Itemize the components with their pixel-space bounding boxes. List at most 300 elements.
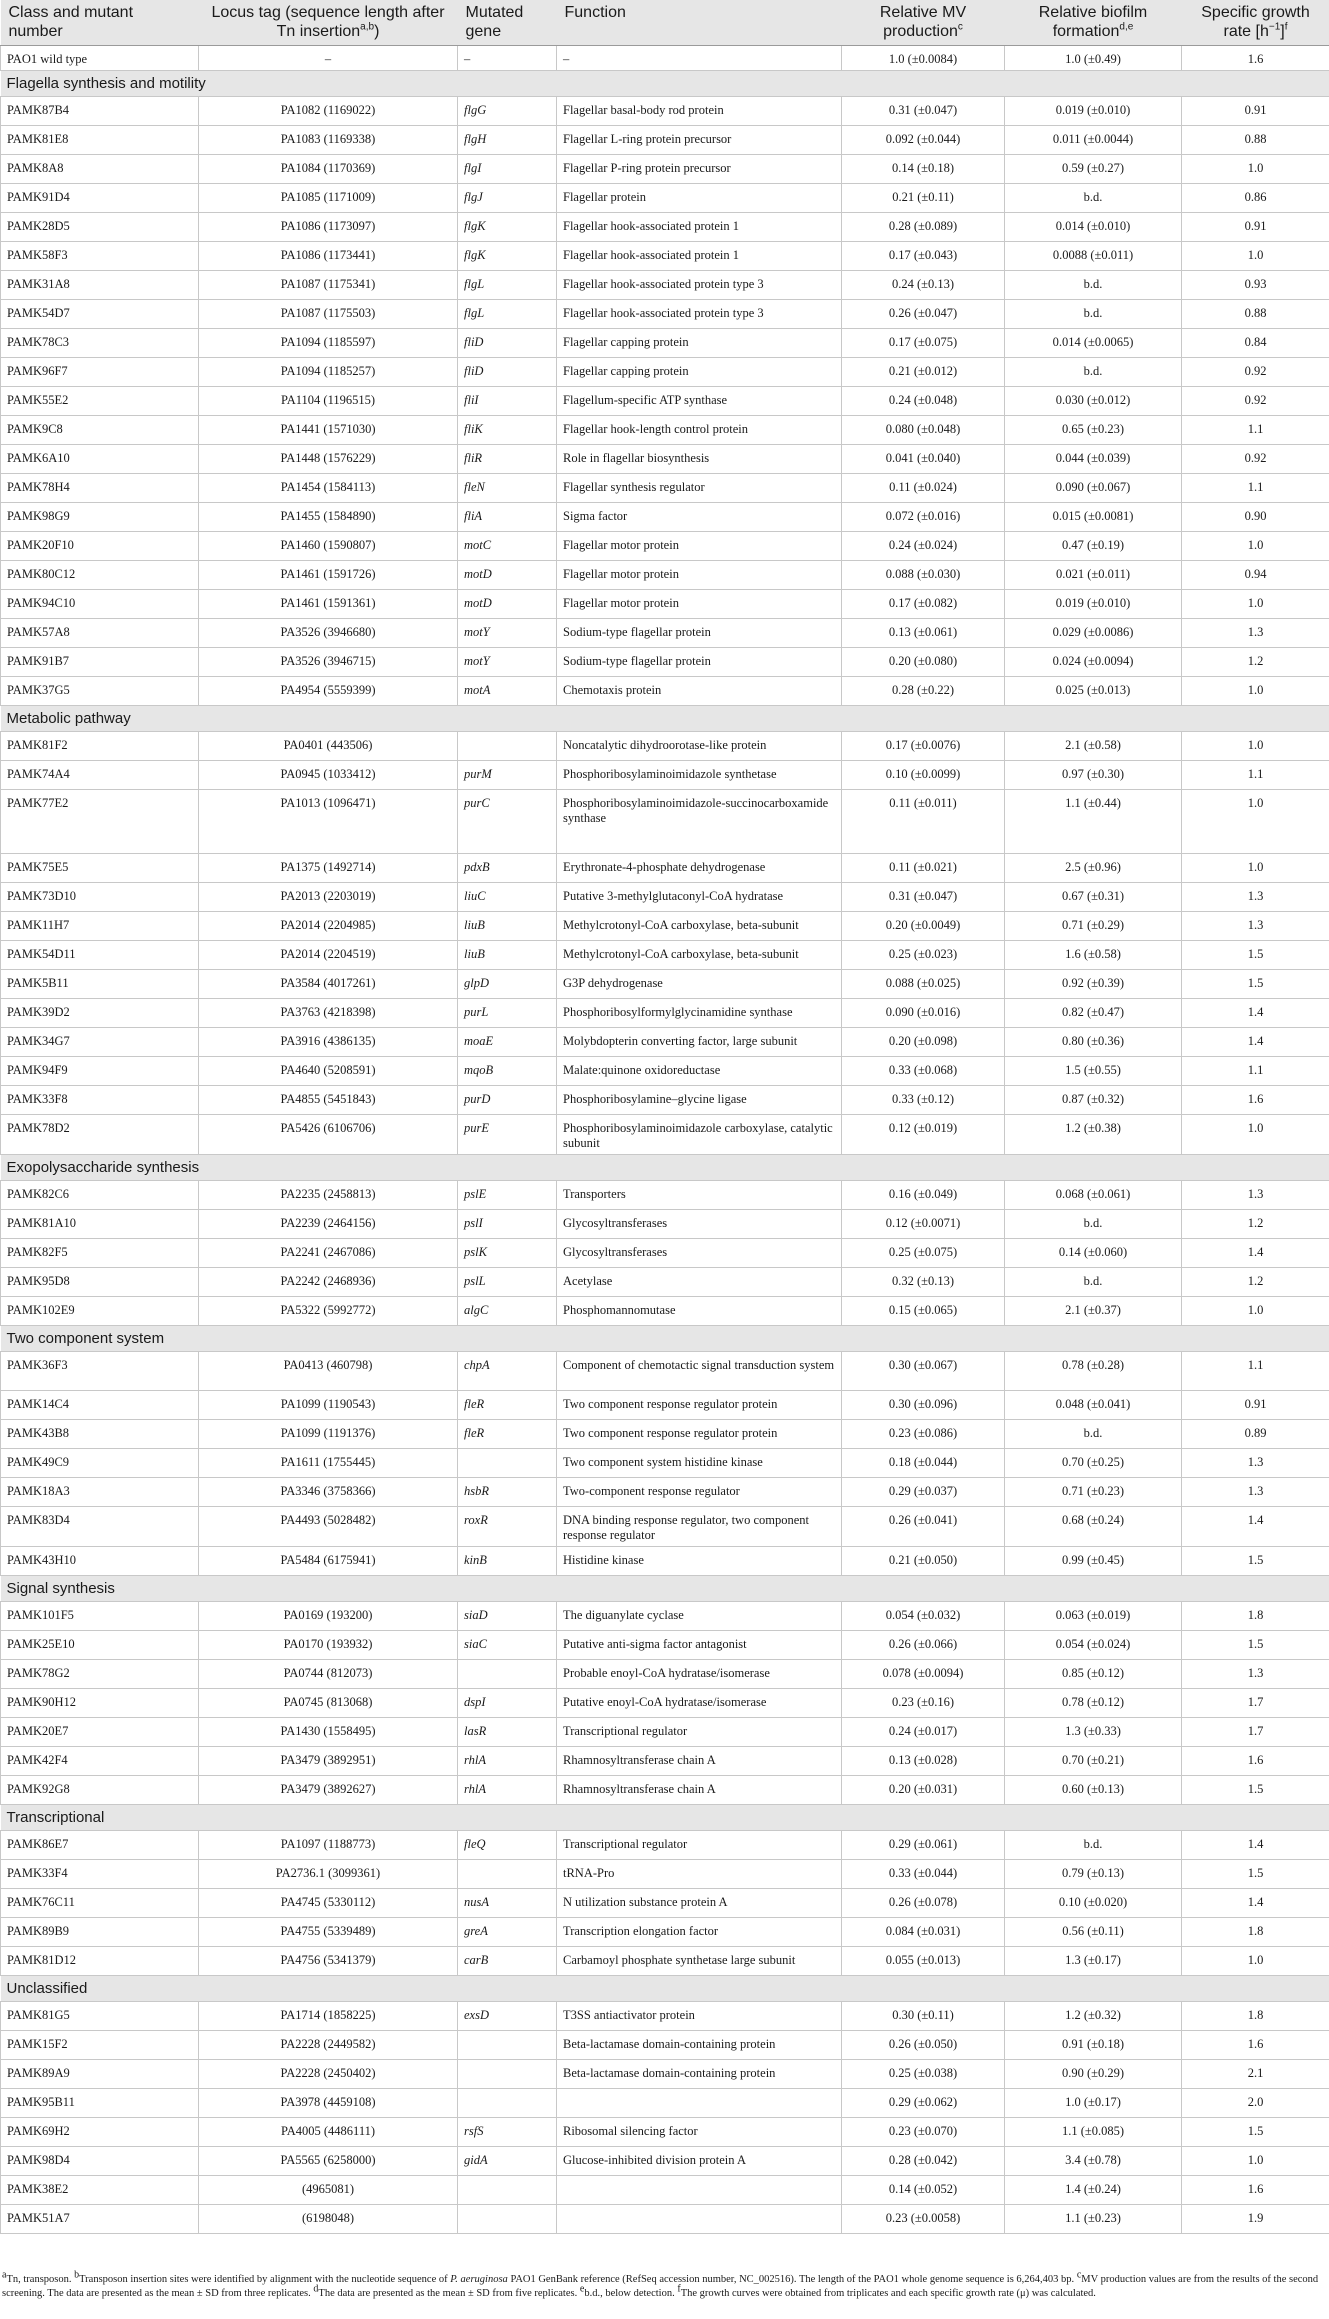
cell-gene: purE: [458, 1114, 557, 1154]
cell-gene: moaE: [458, 1027, 557, 1056]
cell-gene: lasR: [458, 1717, 557, 1746]
cell-biofilm: 0.82 (±0.47): [1005, 998, 1182, 1027]
cell-gene: purD: [458, 1085, 557, 1114]
table-row: [1, 2001, 1329, 2030]
cell-function: Flagellar hook-associated protein type 3: [557, 270, 842, 299]
cell-locus: PA5565 (6258000): [199, 2146, 458, 2175]
cell-growth: 1.8: [1182, 1601, 1329, 1630]
cell-biofilm: 1.0 (±0.49): [1005, 45, 1182, 70]
cell-biofilm: 1.2 (±0.38): [1005, 1114, 1182, 1154]
cell-locus: PA3526 (3946680): [199, 618, 458, 647]
cell-growth: 0.88: [1182, 299, 1329, 328]
cell-growth: 1.2: [1182, 1209, 1329, 1238]
cell-mv: 0.21 (±0.11): [842, 183, 1005, 212]
cell-gene: glpD: [458, 969, 557, 998]
cell-mv: 1.0 (±0.0084): [842, 45, 1005, 70]
section-title: Transcriptional: [1, 1804, 1329, 1830]
cell-function: tRNA-Pro: [557, 1859, 842, 1888]
cell-biofilm: b.d.: [1005, 1419, 1182, 1448]
header-function: Function: [557, 0, 842, 45]
cell-biofilm: 0.68 (±0.24): [1005, 1506, 1182, 1546]
cell-growth: 1.0: [1182, 589, 1329, 618]
cell-mutant: PAMK49C9: [1, 1448, 199, 1477]
cell-mv: 0.15 (±0.065): [842, 1296, 1005, 1325]
table-row: [1, 1448, 1329, 1477]
table-row: [1, 647, 1329, 676]
cell-gene: pslK: [458, 1238, 557, 1267]
cell-gene: kinB: [458, 1546, 557, 1575]
cell-growth: 1.1: [1182, 760, 1329, 789]
cell-growth: 1.5: [1182, 2117, 1329, 2146]
cell-locus: PA1085 (1171009): [199, 183, 458, 212]
cell-growth: 1.6: [1182, 1085, 1329, 1114]
cell-function: G3P dehydrogenase: [557, 969, 842, 998]
cell-biofilm: 0.048 (±0.041): [1005, 1390, 1182, 1419]
cell-growth: 0.94: [1182, 560, 1329, 589]
cell-biofilm: 0.015 (±0.0081): [1005, 502, 1182, 531]
cell-function: Methylcrotonyl-CoA carboxylase, beta-subunit: [557, 911, 842, 940]
cell-growth: 1.6: [1182, 45, 1329, 70]
cell-biofilm: 0.47 (±0.19): [1005, 531, 1182, 560]
table-row: [1, 731, 1329, 760]
section-header-row: [1, 705, 1329, 731]
cell-mv: 0.084 (±0.031): [842, 1917, 1005, 1946]
cell-gene: siaD: [458, 1601, 557, 1630]
footnote-text: Tn, transposon.: [6, 2274, 75, 2285]
cell-mv: 0.17 (±0.0076): [842, 731, 1005, 760]
cell-locus: PA3978 (4459108): [199, 2088, 458, 2117]
cell-gene: fliI: [458, 386, 557, 415]
header-class: Class and mutant number: [1, 0, 199, 45]
cell-growth: 0.91: [1182, 1390, 1329, 1419]
cell-mutant: PAMK95D8: [1, 1267, 199, 1296]
table-row: [1, 96, 1329, 125]
cell-growth: 0.91: [1182, 212, 1329, 241]
table-row: [1, 299, 1329, 328]
cell-mutant: PAMK55E2: [1, 386, 199, 415]
cell-gene: [458, 2059, 557, 2088]
cell-mutant: PAMK73D10: [1, 882, 199, 911]
cell-growth: 1.3: [1182, 1448, 1329, 1477]
cell-locus: PA2228 (2449582): [199, 2030, 458, 2059]
header-mv: Relative MV production$^c$: [842, 0, 1005, 45]
cell-mutant: PAMK76C11: [1, 1888, 199, 1917]
cell-biofilm: 0.063 (±0.019): [1005, 1601, 1182, 1630]
cell-growth: 1.0: [1182, 789, 1329, 853]
cell-mv: 0.13 (±0.061): [842, 618, 1005, 647]
table-row: [1, 1659, 1329, 1688]
cell-function: Erythronate-4-phosphate dehydrogenase: [557, 853, 842, 882]
cell-biofilm: b.d.: [1005, 183, 1182, 212]
cell-locus: PA5322 (5992772): [199, 1296, 458, 1325]
cell-mutant: PAMK33F8: [1, 1085, 199, 1114]
table-row: [1, 969, 1329, 998]
cell-gene: fliR: [458, 444, 557, 473]
cell-function: Flagellar P-ring protein precursor: [557, 154, 842, 183]
cell-growth: 1.4: [1182, 1888, 1329, 1917]
cell-locus: PA1086 (1173441): [199, 241, 458, 270]
cell-mv: 0.20 (±0.031): [842, 1775, 1005, 1804]
cell-locus: PA1104 (1196515): [199, 386, 458, 415]
cell-gene: –: [458, 45, 557, 70]
cell-locus: PA2242 (2468936): [199, 1267, 458, 1296]
cell-mv: 0.11 (±0.021): [842, 853, 1005, 882]
cell-growth: 0.92: [1182, 386, 1329, 415]
cell-growth: 1.5: [1182, 1859, 1329, 1888]
cell-gene: gidA: [458, 2146, 557, 2175]
footnote-text: PAO1 GenBank reference (RefSeq accession number, NC_002516). The length of the PAO1 whole genome sequence is 6,264,403 bp.: [507, 2274, 1077, 2285]
cell-mutant: PAMK78H4: [1, 473, 199, 502]
cell-locus: PA1082 (1169022): [199, 96, 458, 125]
cell-mv: 0.14 (±0.18): [842, 154, 1005, 183]
cell-growth: 0.91: [1182, 96, 1329, 125]
cell-locus: PA3584 (4017261): [199, 969, 458, 998]
cell-locus: PA1086 (1173097): [199, 212, 458, 241]
table-row: [1, 1775, 1329, 1804]
cell-function: Histidine kinase: [557, 1546, 842, 1575]
footnote-text: Transposon insertion sites were identified by alignment with the nucleotide sequence of: [79, 2274, 451, 2285]
cell-growth: 1.0: [1182, 154, 1329, 183]
cell-biofilm: b.d.: [1005, 299, 1182, 328]
cell-function: Glycosyltransferases: [557, 1238, 842, 1267]
cell-mutant: PAMK15F2: [1, 2030, 199, 2059]
table-row: [1, 212, 1329, 241]
cell-function: Two component response regulator protein: [557, 1390, 842, 1419]
cell-growth: 1.5: [1182, 1775, 1329, 1804]
cell-growth: 1.0: [1182, 241, 1329, 270]
cell-biofilm: 0.80 (±0.36): [1005, 1027, 1182, 1056]
cell-growth: 1.9: [1182, 2204, 1329, 2233]
table-row-wild-type: [1, 45, 1329, 70]
cell-mv: 0.11 (±0.011): [842, 789, 1005, 853]
cell-mutant: PAMK95B11: [1, 2088, 199, 2117]
cell-biofilm: 0.014 (±0.010): [1005, 212, 1182, 241]
cell-mv: 0.24 (±0.024): [842, 531, 1005, 560]
cell-locus: PA4493 (5028482): [199, 1506, 458, 1546]
cell-locus: PA2239 (2464156): [199, 1209, 458, 1238]
cell-growth: 1.3: [1182, 1659, 1329, 1688]
cell-biofilm: 0.10 (±0.020): [1005, 1888, 1182, 1917]
cell-locus: PA3763 (4218398): [199, 998, 458, 1027]
cell-mutant: PAMK81D12: [1, 1946, 199, 1975]
cell-biofilm: 0.021 (±0.011): [1005, 560, 1182, 589]
cell-biofilm: 0.030 (±0.012): [1005, 386, 1182, 415]
footnote-marker: b: [74, 2269, 80, 2281]
cell-locus: PA1084 (1170369): [199, 154, 458, 183]
footnote-text: P. aeruginosa: [450, 2274, 508, 2285]
cell-biofilm: 0.90 (±0.29): [1005, 2059, 1182, 2088]
table-row: [1, 882, 1329, 911]
cell-mutant: PAMK36F3: [1, 1351, 199, 1390]
cell-gene: [458, 2204, 557, 2233]
table-row: [1, 444, 1329, 473]
cell-growth: 1.7: [1182, 1688, 1329, 1717]
cell-mutant: PAMK87B4: [1, 96, 199, 125]
cell-mv: 0.12 (±0.019): [842, 1114, 1005, 1154]
cell-biofilm: 0.054 (±0.024): [1005, 1630, 1182, 1659]
cell-mutant: PAMK6A10: [1, 444, 199, 473]
cell-biofilm: 0.024 (±0.0094): [1005, 647, 1182, 676]
cell-mutant: PAMK54D7: [1, 299, 199, 328]
cell-biofilm: b.d.: [1005, 1267, 1182, 1296]
cell-biofilm: 0.068 (±0.061): [1005, 1180, 1182, 1209]
cell-locus: PA1611 (1755445): [199, 1448, 458, 1477]
cell-function: Flagellar protein: [557, 183, 842, 212]
cell-biofilm: 2.1 (±0.58): [1005, 731, 1182, 760]
cell-mv: 0.33 (±0.044): [842, 1859, 1005, 1888]
cell-biofilm: 0.014 (±0.0065): [1005, 328, 1182, 357]
cell-function: Carbamoyl phosphate synthetase large subunit: [557, 1946, 842, 1975]
cell-mutant: PAMK8A8: [1, 154, 199, 183]
cell-locus: PA2235 (2458813): [199, 1180, 458, 1209]
cell-gene: fleN: [458, 473, 557, 502]
cell-function: Malate:quinone oxidoreductase: [557, 1056, 842, 1085]
cell-function: Rhamnosyltransferase chain A: [557, 1775, 842, 1804]
cell-locus: PA1460 (1590807): [199, 531, 458, 560]
cell-gene: fliD: [458, 357, 557, 386]
cell-mv: 0.055 (±0.013): [842, 1946, 1005, 1975]
cell-growth: 1.4: [1182, 1506, 1329, 1546]
cell-mutant: PAMK69H2: [1, 2117, 199, 2146]
cell-function: Rhamnosyltransferase chain A: [557, 1746, 842, 1775]
cell-biofilm: 0.87 (±0.32): [1005, 1085, 1182, 1114]
table-row: [1, 357, 1329, 386]
cell-growth: 1.5: [1182, 940, 1329, 969]
cell-gene: [458, 2088, 557, 2117]
cell-function: Two component response regulator protein: [557, 1419, 842, 1448]
cell-locus: PA3346 (3758366): [199, 1477, 458, 1506]
cell-mv: 0.17 (±0.043): [842, 241, 1005, 270]
table-row: [1, 386, 1329, 415]
cell-biofilm: 0.029 (±0.0086): [1005, 618, 1182, 647]
cell-biofilm: 1.3 (±0.33): [1005, 1717, 1182, 1746]
cell-biofilm: 0.090 (±0.067): [1005, 473, 1182, 502]
cell-mv: 0.23 (±0.0058): [842, 2204, 1005, 2233]
cell-mutant: PAMK34G7: [1, 1027, 199, 1056]
cell-mutant: PAMK37G5: [1, 676, 199, 705]
cell-gene: flgH: [458, 125, 557, 154]
cell-function: Transcriptional regulator: [557, 1830, 842, 1859]
section-title: Two component system: [1, 1325, 1329, 1351]
table-footnotes: [0, 2269, 1325, 2301]
cell-function: Phosphoribosylformylglycinamidine synthase: [557, 998, 842, 1027]
cell-mutant: PAMK75E5: [1, 853, 199, 882]
cell-biofilm: 1.5 (±0.55): [1005, 1056, 1182, 1085]
cell-biofilm: 0.59 (±0.27): [1005, 154, 1182, 183]
table-row: [1, 270, 1329, 299]
cell-mv: 0.26 (±0.078): [842, 1888, 1005, 1917]
cell-locus: PA1375 (1492714): [199, 853, 458, 882]
cell-locus: PA2241 (2467086): [199, 1238, 458, 1267]
footnote-text: MV production values are from the results of the second screening. The data are presented as the mean ± SD from three replicates.: [2, 2274, 1319, 2299]
section-header-row: [1, 1154, 1329, 1180]
cell-function: [557, 2204, 842, 2233]
cell-mutant: PAMK98G9: [1, 502, 199, 531]
cell-locus: PA2013 (2203019): [199, 882, 458, 911]
cell-gene: rhlA: [458, 1746, 557, 1775]
cell-mutant: PAMK18A3: [1, 1477, 199, 1506]
cell-locus: PA1087 (1175503): [199, 299, 458, 328]
table-row: [1, 473, 1329, 502]
cell-locus: PA4855 (5451843): [199, 1085, 458, 1114]
cell-mutant: PAMK94C10: [1, 589, 199, 618]
footnote-text: b.d., below detection.: [584, 2288, 678, 2299]
cell-gene: liuB: [458, 940, 557, 969]
cell-biofilm: 0.71 (±0.29): [1005, 911, 1182, 940]
table-row: [1, 1390, 1329, 1419]
table-row: [1, 2204, 1329, 2233]
cell-function: Transcriptional regulator: [557, 1717, 842, 1746]
cell-locus: PA1099 (1191376): [199, 1419, 458, 1448]
cell-biofilm: 0.67 (±0.31): [1005, 882, 1182, 911]
cell-growth: 0.88: [1182, 125, 1329, 154]
cell-mutant: PAMK91D4: [1, 183, 199, 212]
cell-gene: [458, 1859, 557, 1888]
cell-locus: PA0169 (193200): [199, 1601, 458, 1630]
cell-locus: PA3479 (3892627): [199, 1775, 458, 1804]
cell-gene: chpA: [458, 1351, 557, 1390]
cell-mv: 0.26 (±0.066): [842, 1630, 1005, 1659]
footnote-marker: f: [677, 2283, 681, 2295]
cell-mutant: PAMK78D2: [1, 1114, 199, 1154]
cell-gene: motD: [458, 589, 557, 618]
cell-growth: 1.3: [1182, 618, 1329, 647]
cell-growth: 1.6: [1182, 2030, 1329, 2059]
cell-gene: [458, 2030, 557, 2059]
table-row: [1, 125, 1329, 154]
table-row: [1, 328, 1329, 357]
cell-locus: PA4755 (5339489): [199, 1917, 458, 1946]
cell-growth: 1.0: [1182, 2146, 1329, 2175]
cell-locus: PA0413 (460798): [199, 1351, 458, 1390]
cell-mv: 0.31 (±0.047): [842, 882, 1005, 911]
section-header-row: [1, 1575, 1329, 1601]
cell-mv: 0.20 (±0.080): [842, 647, 1005, 676]
cell-mv: 0.072 (±0.016): [842, 502, 1005, 531]
cell-gene: purC: [458, 789, 557, 853]
cell-biofilm: b.d.: [1005, 270, 1182, 299]
cell-growth: 1.6: [1182, 1746, 1329, 1775]
cell-locus: PA1448 (1576229): [199, 444, 458, 473]
cell-biofilm: 1.2 (±0.32): [1005, 2001, 1182, 2030]
cell-function: Methylcrotonyl-CoA carboxylase, beta-subunit: [557, 940, 842, 969]
cell-function: Ribosomal silencing factor: [557, 2117, 842, 2146]
section-title: Flagella synthesis and motility: [1, 70, 1329, 96]
cell-locus: (4965081): [199, 2175, 458, 2204]
cell-mv: 0.29 (±0.037): [842, 1477, 1005, 1506]
cell-gene: motC: [458, 531, 557, 560]
section-title: Metabolic pathway: [1, 705, 1329, 731]
cell-gene: mqoB: [458, 1056, 557, 1085]
cell-gene: fliD: [458, 328, 557, 357]
cell-biofilm: 1.6 (±0.58): [1005, 940, 1182, 969]
cell-function: Flagellar motor protein: [557, 589, 842, 618]
cell-gene: flgK: [458, 212, 557, 241]
cell-mutant: PAMK89A9: [1, 2059, 199, 2088]
cell-mv: 0.088 (±0.030): [842, 560, 1005, 589]
cell-locus: PA3526 (3946715): [199, 647, 458, 676]
table-row: [1, 1917, 1329, 1946]
cell-mv: 0.10 (±0.0099): [842, 760, 1005, 789]
cell-gene: liuB: [458, 911, 557, 940]
cell-function: Beta-lactamase domain-containing protein: [557, 2030, 842, 2059]
cell-biofilm: 0.14 (±0.060): [1005, 1238, 1182, 1267]
cell-biofilm: 0.97 (±0.30): [1005, 760, 1182, 789]
cell-biofilm: 1.1 (±0.23): [1005, 2204, 1182, 2233]
cell-mv: 0.18 (±0.044): [842, 1448, 1005, 1477]
cell-mv: 0.088 (±0.025): [842, 969, 1005, 998]
cell-mv: 0.28 (±0.22): [842, 676, 1005, 705]
cell-function: Flagellar motor protein: [557, 531, 842, 560]
table-row: [1, 2088, 1329, 2117]
cell-mv: 0.17 (±0.082): [842, 589, 1005, 618]
cell-gene: flgJ: [458, 183, 557, 212]
cell-mutant: PAMK51A7: [1, 2204, 199, 2233]
table-row: [1, 1946, 1329, 1975]
cell-growth: 1.1: [1182, 415, 1329, 444]
cell-locus: PA4756 (5341379): [199, 1946, 458, 1975]
cell-mv: 0.24 (±0.017): [842, 1717, 1005, 1746]
section-header-row: [1, 1804, 1329, 1830]
cell-biofilm: 0.71 (±0.23): [1005, 1477, 1182, 1506]
table-row: [1, 1085, 1329, 1114]
cell-function: DNA binding response regulator, two component response regulator: [557, 1506, 842, 1546]
table-row: [1, 2117, 1329, 2146]
cell-function: Component of chemotactic signal transduction system: [557, 1351, 842, 1390]
table-row: [1, 1027, 1329, 1056]
cell-locus: PA4005 (4486111): [199, 2117, 458, 2146]
cell-mv: 0.24 (±0.13): [842, 270, 1005, 299]
cell-mutant: PAMK33F4: [1, 1859, 199, 1888]
cell-mutant: PAMK81E8: [1, 125, 199, 154]
table-row: [1, 1717, 1329, 1746]
cell-mv: 0.12 (±0.0071): [842, 1209, 1005, 1238]
cell-growth: 1.8: [1182, 2001, 1329, 2030]
cell-gene: siaC: [458, 1630, 557, 1659]
cell-gene: purL: [458, 998, 557, 1027]
cell-locus: PA2014 (2204985): [199, 911, 458, 940]
cell-biofilm: 0.70 (±0.21): [1005, 1746, 1182, 1775]
table-row: [1, 1056, 1329, 1085]
table-row: [1, 2175, 1329, 2204]
table-row: [1, 531, 1329, 560]
cell-mutant: PAMK89B9: [1, 1917, 199, 1946]
cell-mutant: PAMK74A4: [1, 760, 199, 789]
footnote-text: The growth curves were obtained from triplicates and each specific growth rate (μ) was calculated.: [680, 2288, 1096, 2299]
cell-growth: 1.8: [1182, 1917, 1329, 1946]
cell-gene: exsD: [458, 2001, 557, 2030]
cell-function: Molybdopterin converting factor, large subunit: [557, 1027, 842, 1056]
table-row: [1, 1180, 1329, 1209]
cell-function: Acetylase: [557, 1267, 842, 1296]
cell-biofilm: 1.1 (±0.44): [1005, 789, 1182, 853]
cell-function: –: [557, 45, 842, 70]
cell-biofilm: 0.91 (±0.18): [1005, 2030, 1182, 2059]
cell-locus: PA0744 (812073): [199, 1659, 458, 1688]
cell-growth: 0.84: [1182, 328, 1329, 357]
cell-biofilm: 0.79 (±0.13): [1005, 1859, 1182, 1888]
cell-mutant: PAMK54D11: [1, 940, 199, 969]
cell-function: Flagellar hook-associated protein 1: [557, 212, 842, 241]
cell-function: Noncatalytic dihydroorotase-like protein: [557, 731, 842, 760]
cell-locus: PA1097 (1188773): [199, 1830, 458, 1859]
cell-growth: 1.3: [1182, 1180, 1329, 1209]
cell-function: Flagellum-specific ATP synthase: [557, 386, 842, 415]
cell-growth: 1.3: [1182, 1477, 1329, 1506]
cell-growth: 1.4: [1182, 1027, 1329, 1056]
cell-biofilm: 0.56 (±0.11): [1005, 1917, 1182, 1946]
table-row: [1, 760, 1329, 789]
